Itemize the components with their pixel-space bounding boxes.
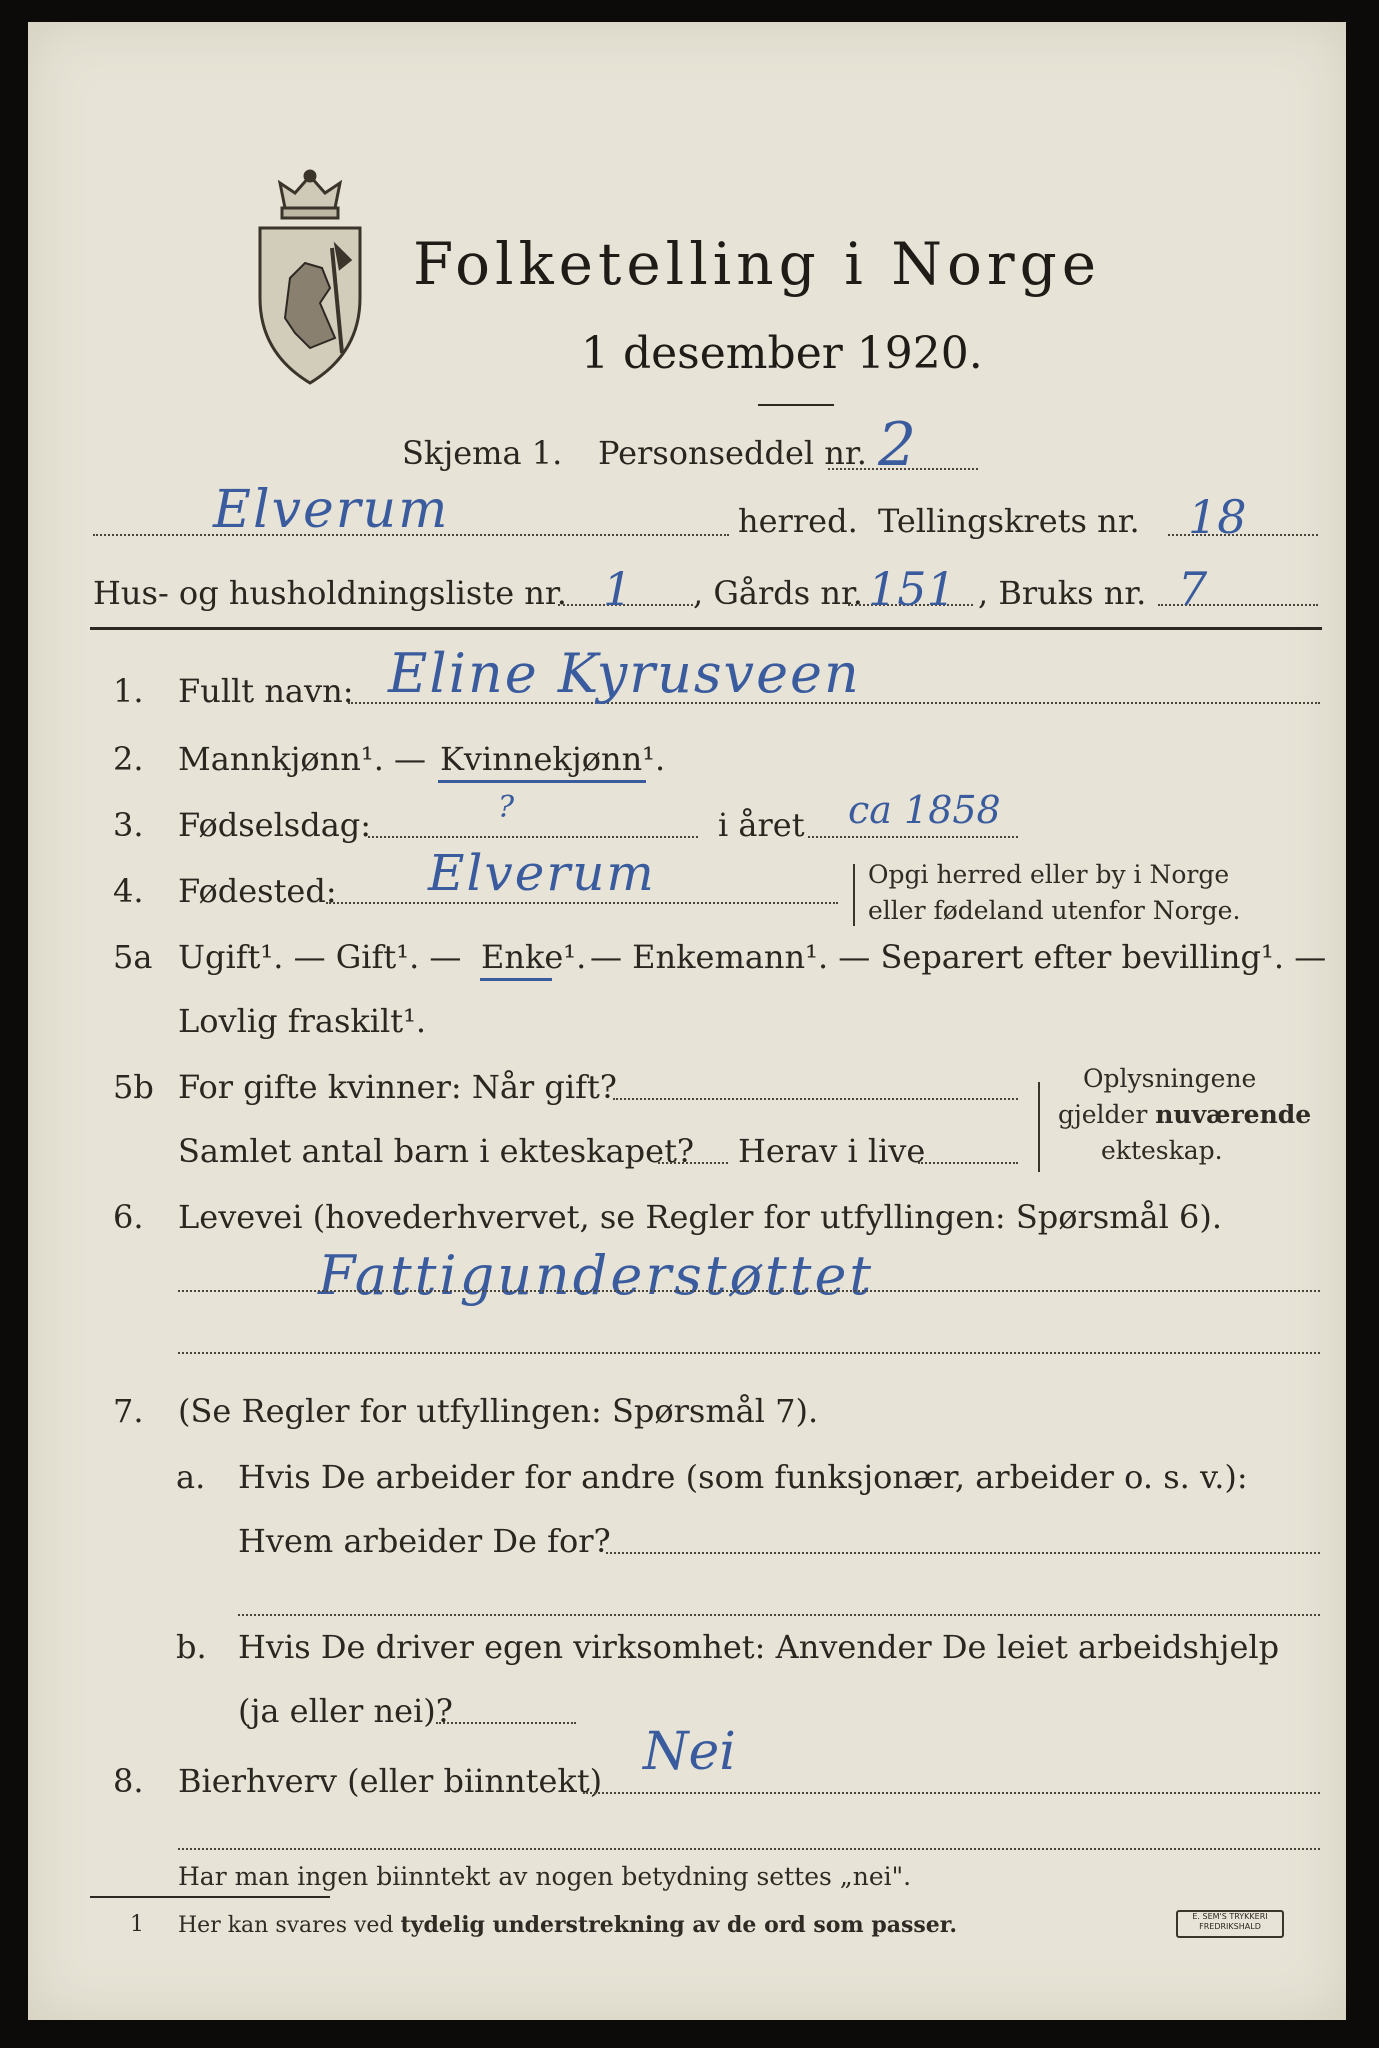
q7a-dots-2 bbox=[238, 1614, 1320, 1616]
q6-dots-2 bbox=[178, 1352, 1320, 1354]
q2-female-underline bbox=[438, 780, 646, 783]
q3-year-value: ca 1858 bbox=[848, 788, 1001, 832]
nei-note: Har man ingen biinntekt av nogen betydning settes „nei". bbox=[178, 1862, 912, 1891]
gards-label: , Gårds nr. bbox=[693, 574, 863, 612]
title-divider bbox=[758, 404, 834, 406]
census-form-sheet bbox=[28, 22, 1346, 2020]
q5b-herav: Herav i live bbox=[738, 1132, 926, 1170]
q5a-number: 5a bbox=[113, 938, 153, 976]
q5b-note-line3: ekteskap. bbox=[1101, 1136, 1223, 1165]
q7b-number: b. bbox=[176, 1628, 207, 1666]
q5a-enke-underline bbox=[480, 978, 552, 981]
personseddel-value: 2 bbox=[878, 410, 917, 480]
q1-value: Eline Kyrusveen bbox=[388, 642, 861, 705]
q2-male: Mannkjønn¹. — bbox=[178, 740, 427, 778]
q1-number: 1. bbox=[113, 672, 144, 710]
q7-number: 7. bbox=[113, 1392, 144, 1430]
q3-label: Fødselsdag: bbox=[178, 806, 372, 844]
footnote-text bbox=[178, 1912, 957, 1938]
q8-number: 8. bbox=[113, 1762, 144, 1800]
q7a-line2: Hvem arbeider De for? bbox=[238, 1522, 611, 1560]
q5b-line2: Samlet antal barn i ekteskapet? bbox=[178, 1132, 695, 1170]
q6-label: Levevei (hovederhvervet, se Regler for utfyllingen: Spørsmål 6). bbox=[178, 1198, 1223, 1236]
q3-dots bbox=[368, 836, 698, 838]
q5b-note-line1: Oplysningene bbox=[1083, 1064, 1257, 1093]
q8-value: Nei bbox=[643, 1722, 736, 1782]
q5b-note-line2a bbox=[1058, 1100, 1311, 1129]
q3-year-dots bbox=[808, 836, 1018, 838]
gards-value: 151 bbox=[868, 562, 956, 616]
q5b-note-brace bbox=[1038, 1082, 1040, 1172]
skjema-label: Skjema 1. bbox=[402, 434, 563, 472]
footnote-text-a: Her kan svares ved bbox=[178, 1913, 401, 1938]
coat-of-arms-icon bbox=[250, 168, 370, 388]
q7-label: (Se Regler for utfyllingen: Spørsmål 7). bbox=[178, 1392, 819, 1430]
q6-value: Fattigunderstøttet bbox=[318, 1244, 875, 1307]
q5a-enke: Enke¹. bbox=[481, 938, 587, 976]
q7a-number: a. bbox=[176, 1458, 206, 1496]
footnote-text-b: tydelig understrekning av de ord som passer. bbox=[400, 1912, 958, 1938]
q3-value: ? bbox=[498, 790, 515, 825]
form-title: Folketelling i Norge bbox=[413, 230, 1102, 298]
header-rule bbox=[90, 627, 1322, 630]
q5b-alive-dots bbox=[918, 1162, 1018, 1164]
bruks-label: , Bruks nr. bbox=[978, 574, 1147, 612]
tellingskrets-value: 18 bbox=[1188, 490, 1247, 544]
bruks-value: 7 bbox=[1178, 562, 1208, 616]
footnote-mark: 1 bbox=[130, 1912, 144, 1937]
q5b-number: 5b bbox=[113, 1068, 154, 1106]
q6-dots-1 bbox=[178, 1290, 1320, 1292]
printer-stamp bbox=[1176, 1910, 1284, 1938]
q5b-note-nuvaerende: nuværende bbox=[1155, 1100, 1312, 1129]
q4-dots bbox=[326, 902, 838, 904]
q5b-note-gjelder: gjelder bbox=[1058, 1100, 1156, 1129]
footnote-rule bbox=[90, 1896, 330, 1898]
q5b-line1: For gifte kvinner: Når gift? bbox=[178, 1068, 617, 1106]
q4-number: 4. bbox=[113, 872, 144, 910]
census-date: 1 desember 1920. bbox=[581, 328, 983, 379]
q7b-line1: Hvis De driver egen virksomhet: Anvender De leiet arbeidshjelp bbox=[238, 1628, 1280, 1666]
printer-stamp-line1: E. SEM'S TRYKKERI bbox=[1192, 1912, 1268, 1921]
q6-number: 6. bbox=[113, 1198, 144, 1236]
tellingskrets-label: Tellingskrets nr. bbox=[878, 502, 1140, 540]
q7a-line1: Hvis De arbeider for andre (som funksjonær, arbeider o. s. v.): bbox=[238, 1458, 1248, 1496]
q4-label: Fødested: bbox=[178, 872, 337, 910]
q5a-line2: Lovlig fraskilt¹. bbox=[178, 1002, 427, 1040]
q7b-dots bbox=[436, 1722, 576, 1724]
q2-number: 2. bbox=[113, 740, 144, 778]
q3-year-label: i året bbox=[718, 806, 805, 844]
q4-note-brace bbox=[853, 864, 855, 926]
liste-value: 1 bbox=[603, 562, 633, 616]
q5b-children-dots bbox=[658, 1162, 728, 1164]
liste-label: Hus- og husholdningsliste nr. bbox=[93, 574, 567, 612]
q8-label: Bierhverv (eller biinntekt) bbox=[178, 1762, 603, 1800]
q4-value: Elverum bbox=[428, 844, 656, 902]
q5b-married-dots bbox=[613, 1098, 1018, 1100]
q8-dots-2 bbox=[178, 1848, 1320, 1850]
q5a-ugift-gift: Ugift¹. — Gift¹. — bbox=[178, 938, 462, 976]
printer-stamp-line2: FREDRIKSHALD bbox=[1199, 1922, 1261, 1931]
personseddel-label: Personseddel nr. bbox=[598, 434, 867, 472]
q3-number: 3. bbox=[113, 806, 144, 844]
q4-note-line2: eller fødeland utenfor Norge. bbox=[868, 896, 1241, 925]
q8-dots bbox=[583, 1792, 1320, 1794]
q1-label: Fullt navn: bbox=[178, 672, 354, 710]
q7b-line2: (ja eller nei)? bbox=[238, 1692, 453, 1730]
q5a-rest: — Enkemann¹. — Separert efter bevilling¹. — bbox=[590, 938, 1327, 976]
herred-value: Elverum bbox=[213, 480, 450, 540]
q7a-dots-1 bbox=[606, 1552, 1320, 1554]
q2-female: Kvinnekjønn¹. bbox=[440, 740, 666, 778]
q4-note-line1: Opgi herred eller by i Norge bbox=[868, 860, 1230, 889]
herred-label: herred. bbox=[738, 502, 858, 540]
